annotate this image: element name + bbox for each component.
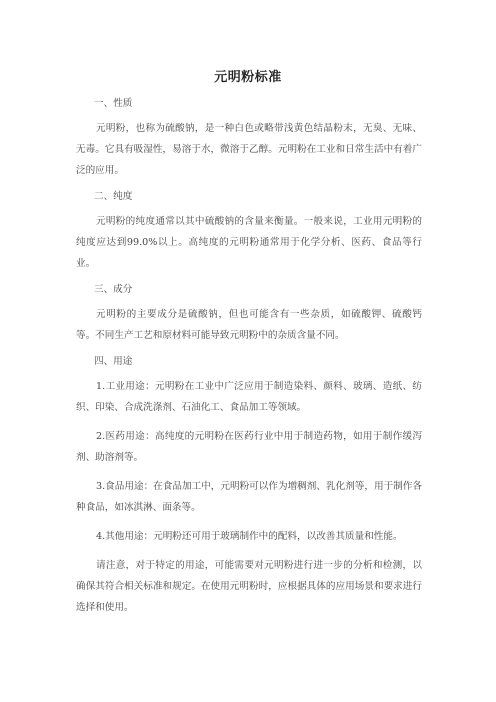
closing-note: 请注意，对于特定的用途，可能需要对元明粉进行进一步的分析和检测，以确保其符合相关标准和规定。在使用元明粉时，应根据具体的应用场景和要求进行选择和使用。 xyxy=(76,560,422,613)
section-heading-uses: 四、用途 xyxy=(94,356,133,367)
use-item-food: 3.食品用途：在食品加工中，元明粉可以作为增稠剂、乳化剂等，用于制作各种食品，如冰淇淋、面条等。 xyxy=(76,481,422,513)
document-title: 元明粉标准 xyxy=(214,70,282,85)
document-body xyxy=(76,96,422,626)
use-item-industrial: 1.工业用途：元明粉在工业中广泛应用于制造染料、颜料、玻璃、造纸、纺织、印染、合成洗涤剂、石油化工、食品加工等领域。 xyxy=(76,381,422,413)
section-heading-composition: 三、成分 xyxy=(94,284,133,295)
section-heading-properties: 一、性质 xyxy=(94,98,133,109)
use-item-other: 4.其他用途：元明粉还可用于玻璃制作中的配料，以改善其质量和性能。 xyxy=(96,531,403,542)
use-item-medical: 2.医药用途：高纯度的元明粉在医药行业中用于制造药物，如用于制作缓泻剂、助溶剂等。 xyxy=(76,431,422,463)
section-paragraph: 元明粉，也称为硫酸钠，是一种白色或略带浅黄色结晶粉末，无臭、无味、无毒。它具有吸湿性，易溶于水，微溶于乙醇。元明粉在工业和日常生活中有着广泛的应用。 xyxy=(76,123,422,176)
section-heading-purity: 二、纯度 xyxy=(94,191,133,202)
section-paragraph: 元明粉的主要成分是硫酸钠，但也可能含有一些杂质，如硫酸钾、硫酸钙等。不同生产工艺和原材料可能导致元明粉中的杂质含量不同。 xyxy=(76,309,422,341)
section-paragraph: 元明粉的纯度通常以其中硫酸钠的含量来衡量。一般来说，工业用元明粉的纯度应达到99.0%以上。高纯度的元明粉通常用于化学分析、医药、食品等行业。 xyxy=(76,216,422,269)
